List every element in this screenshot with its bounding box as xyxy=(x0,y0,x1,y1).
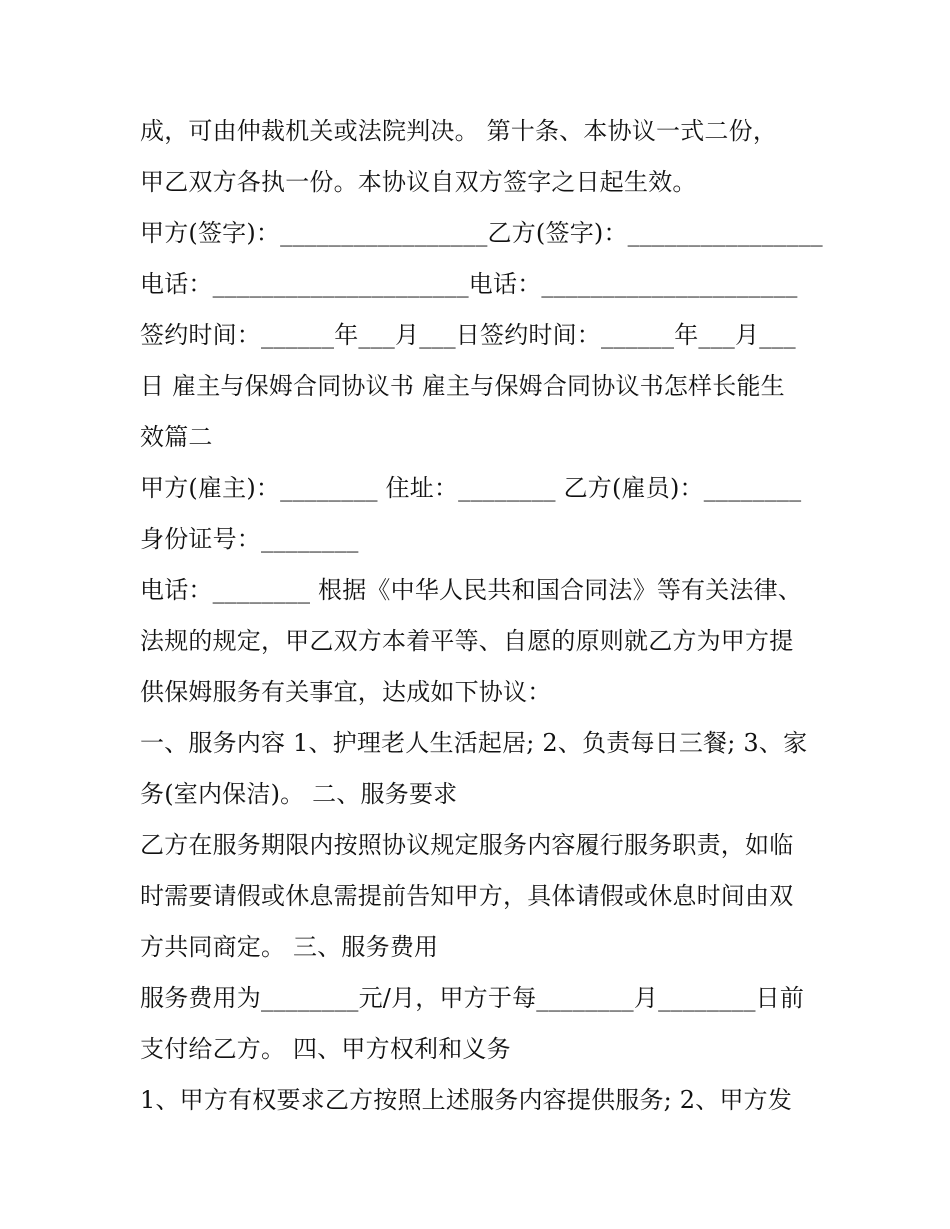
id-number-line: 身份证号：________ xyxy=(140,525,359,553)
text-line: 成，可由仲裁机关或法院判决。 第十条、本协议一式二份， xyxy=(140,117,778,145)
phone-line: 电话：_____________________电话：_____________________ xyxy=(140,270,798,298)
text-line: 乙方在服务期限内按照协议规定服务内容履行服务职责，如临 xyxy=(140,831,794,859)
text-line: 方共同商定。 三、服务费用 xyxy=(140,933,439,961)
text-line: 1、甲方有权要求乙方按照上述服务内容提供服务; 2、甲方发 xyxy=(140,1086,793,1114)
text-line: 电话：________ 根据《中华人民共和国合同法》等有关法律、 xyxy=(140,576,803,604)
document-body xyxy=(140,106,830,1126)
text-line: 务(室内保洁)。 二、服务要求 xyxy=(140,780,458,808)
text-line: 法规的规定，甲乙双方本着平等、自愿的原则就乙方为甲方提 xyxy=(140,627,794,655)
section-title: 效篇二 xyxy=(140,423,213,451)
text-line: 时需要请假或休息需提前告知甲方，具体请假或休息时间由双 xyxy=(140,882,794,910)
text-line: 支付给乙方。 四、甲方权利和义务 xyxy=(140,1035,511,1063)
date-line: 签约时间：______年___月___日签约时间：______年___月___ xyxy=(140,321,796,349)
party-line: 甲方(雇主)：________ 住址：________ 乙方(雇员)：________ xyxy=(140,474,802,502)
fee-line: 服务费用为________元/月，甲方于每________月________日前 xyxy=(140,984,805,1012)
text-line: 日 雇主与保姆合同协议书 雇主与保姆合同协议书怎样长能生 xyxy=(140,372,785,400)
text-line: 一、服务内容 1、护理老人生活起居; 2、负责每日三餐; 3、家 xyxy=(140,729,808,757)
signature-line: 甲方(签字)：_________________乙方(签字)：________________ xyxy=(140,219,823,247)
text-line: 供保姆服务有关事宜，达成如下协议： xyxy=(140,678,552,706)
text-line: 甲乙双方各执一份。本协议自双方签字之日起生效。 xyxy=(140,168,697,196)
